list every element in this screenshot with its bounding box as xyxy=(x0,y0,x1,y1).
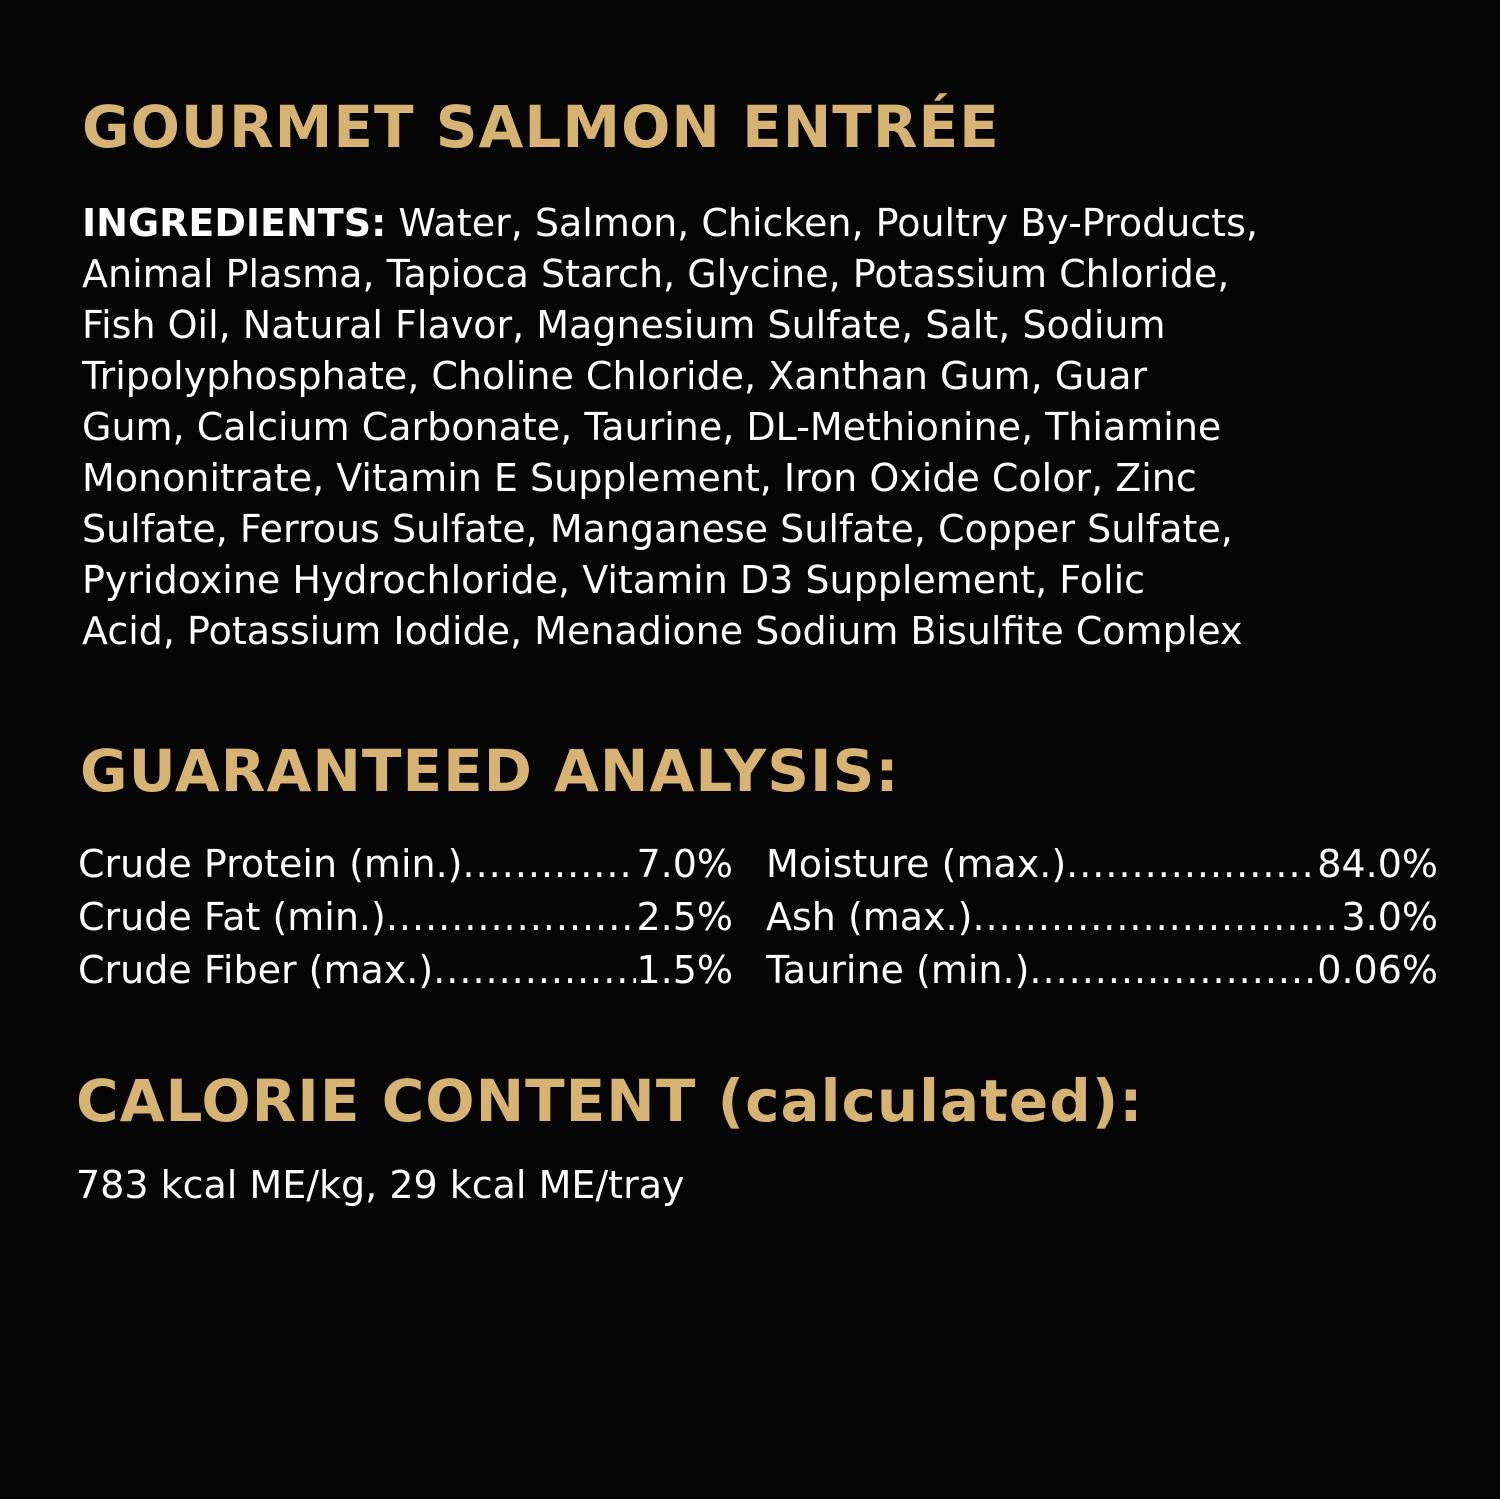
analysis-value: 84.0% xyxy=(1317,842,1438,886)
analysis-label: Ash (max.) xyxy=(766,895,973,939)
analysis-value: 2.5% xyxy=(636,895,733,939)
ingredients-line-4: Tripolyphosphate, Choline Chloride, Xanthan Gum, Guar xyxy=(82,354,1148,398)
ingredients-line-2: Animal Plasma, Tapioca Starch, Glycine, Potassium Chloride, xyxy=(82,252,1230,296)
ingredients-line-1 xyxy=(82,198,1462,249)
analysis-column-right xyxy=(766,838,1438,997)
ingredients-line-3: Fish Oil, Natural Flavor, Magnesium Sulfate, Salt, Sodium xyxy=(82,303,1166,347)
analysis-value: 3.0% xyxy=(1341,895,1438,939)
analysis-row xyxy=(78,838,733,891)
ingredients-text: Water, Salmon, Chicken, Poultry By-Products, xyxy=(386,201,1258,245)
ingredients-line-6: Mononitrate, Vitamin E Supplement, Iron Oxide Color, Zinc xyxy=(82,456,1197,500)
analysis-label: Crude Fat (min.) xyxy=(78,895,386,939)
analysis-column-left xyxy=(78,838,733,997)
dot-leader xyxy=(1066,838,1317,891)
analysis-value: 0.06% xyxy=(1317,948,1438,992)
analysis-row xyxy=(766,944,1438,997)
analysis-row xyxy=(78,944,733,997)
ingredients-line-7: Sulfate, Ferrous Sulfate, Manganese Sulfate, Copper Sulfate, xyxy=(82,507,1233,551)
analysis-row xyxy=(766,838,1438,891)
analysis-label: Taurine (min.) xyxy=(766,948,1030,992)
dot-leader xyxy=(433,944,636,997)
calorie-content-title: CALORIE CONTENT (calculated): xyxy=(76,1067,1144,1135)
dot-leader xyxy=(386,891,637,944)
ingredients-line-5: Gum, Calcium Carbonate, Taurine, DL-Methionine, Thiamine xyxy=(82,405,1222,449)
analysis-row xyxy=(78,891,733,944)
analysis-row xyxy=(766,891,1438,944)
guaranteed-analysis-title: GUARANTEED ANALYSIS: xyxy=(80,737,900,805)
analysis-label: Crude Fiber (max.) xyxy=(78,948,434,992)
analysis-value: 7.0% xyxy=(636,842,733,886)
analysis-value: 1.5% xyxy=(636,948,733,992)
dot-leader xyxy=(1029,944,1317,997)
ingredients-line-9: Acid, Potassium Iodide, Menadione Sodium Bisulfite Complex xyxy=(82,609,1243,653)
ingredients-label: INGREDIENTS: xyxy=(82,201,387,245)
product-title: GOURMET SALMON ENTRÉE xyxy=(82,93,1000,161)
dot-leader xyxy=(972,891,1341,944)
ingredients-line-8: Pyridoxine Hydrochloride, Vitamin D3 Supplement, Folic xyxy=(82,558,1146,602)
analysis-label: Moisture (max.) xyxy=(766,842,1067,886)
dot-leader xyxy=(463,838,637,891)
ingredients-list xyxy=(82,198,1462,657)
analysis-label: Crude Protein (min.) xyxy=(78,842,463,886)
calorie-content-text: 783 kcal ME/kg, 29 kcal ME/tray xyxy=(76,1163,685,1207)
